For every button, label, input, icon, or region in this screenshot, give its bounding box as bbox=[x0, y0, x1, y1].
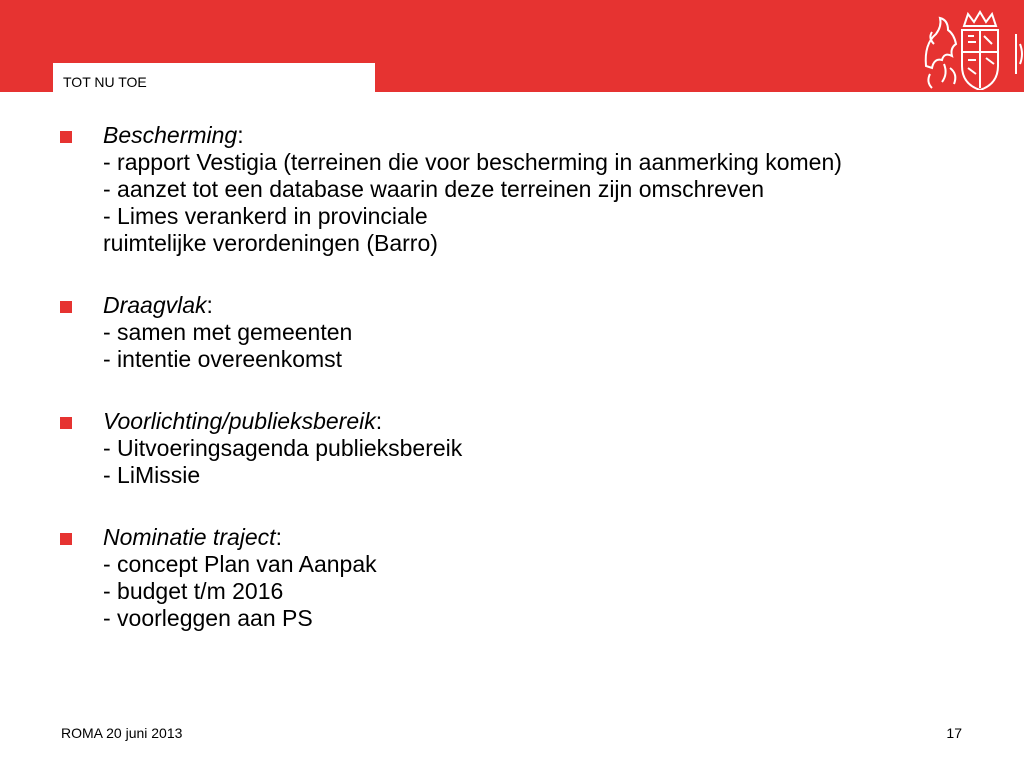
bullet-item bbox=[60, 292, 960, 373]
bullet-heading: Voorlichting/publieksbereik bbox=[103, 408, 376, 434]
bullet-line: - samen met gemeenten bbox=[103, 319, 353, 345]
section-tab bbox=[53, 63, 375, 93]
bullet-line: - LiMissie bbox=[103, 462, 201, 488]
bullet-colon: : bbox=[375, 408, 383, 434]
bullet-line: - intentie overeenkomst bbox=[103, 346, 343, 372]
provincial-coat-of-arms-icon bbox=[920, 4, 1024, 90]
bullet-line: - Limes verankerd in provinciale bbox=[103, 203, 428, 229]
bullet-colon: : bbox=[237, 122, 244, 148]
bullet-item bbox=[60, 408, 960, 489]
bullet-line: - voorleggen aan PS bbox=[103, 605, 313, 631]
bullet-heading: Bescherming bbox=[103, 122, 238, 148]
square-bullet-icon bbox=[60, 417, 72, 429]
bullet-line: ruimtelijke verordeningen (Barro) bbox=[103, 230, 438, 256]
square-bullet-icon bbox=[60, 533, 72, 545]
bullet-colon: : bbox=[206, 292, 213, 318]
bullet-line: - rapport Vestigia (terreinen die voor bescherming in aanmerking komen) bbox=[103, 149, 842, 175]
header-bar bbox=[0, 0, 1024, 92]
bullet-heading: Nominatie traject bbox=[103, 524, 276, 550]
bullet-item bbox=[60, 122, 960, 257]
bullet-list bbox=[60, 122, 960, 667]
bullet-colon: : bbox=[275, 524, 282, 550]
bullet-line: - Uitvoeringsagenda publieksbereik bbox=[103, 435, 463, 461]
square-bullet-icon bbox=[60, 131, 72, 143]
footer-event-date: ROMA 20 juni 2013 bbox=[61, 725, 183, 741]
bullet-line: - aanzet tot een database waarin deze terreinen zijn omschreven bbox=[103, 176, 765, 202]
square-bullet-icon bbox=[60, 301, 72, 313]
bullet-line: - concept Plan van Aanpak bbox=[103, 551, 377, 577]
section-tab-label: TOT NU TOE bbox=[63, 74, 147, 90]
bullet-line: - budget t/m 2016 bbox=[103, 578, 284, 604]
bullet-heading: Draagvlak bbox=[103, 292, 207, 318]
bullet-item bbox=[60, 524, 960, 632]
page-number: 17 bbox=[946, 725, 962, 741]
